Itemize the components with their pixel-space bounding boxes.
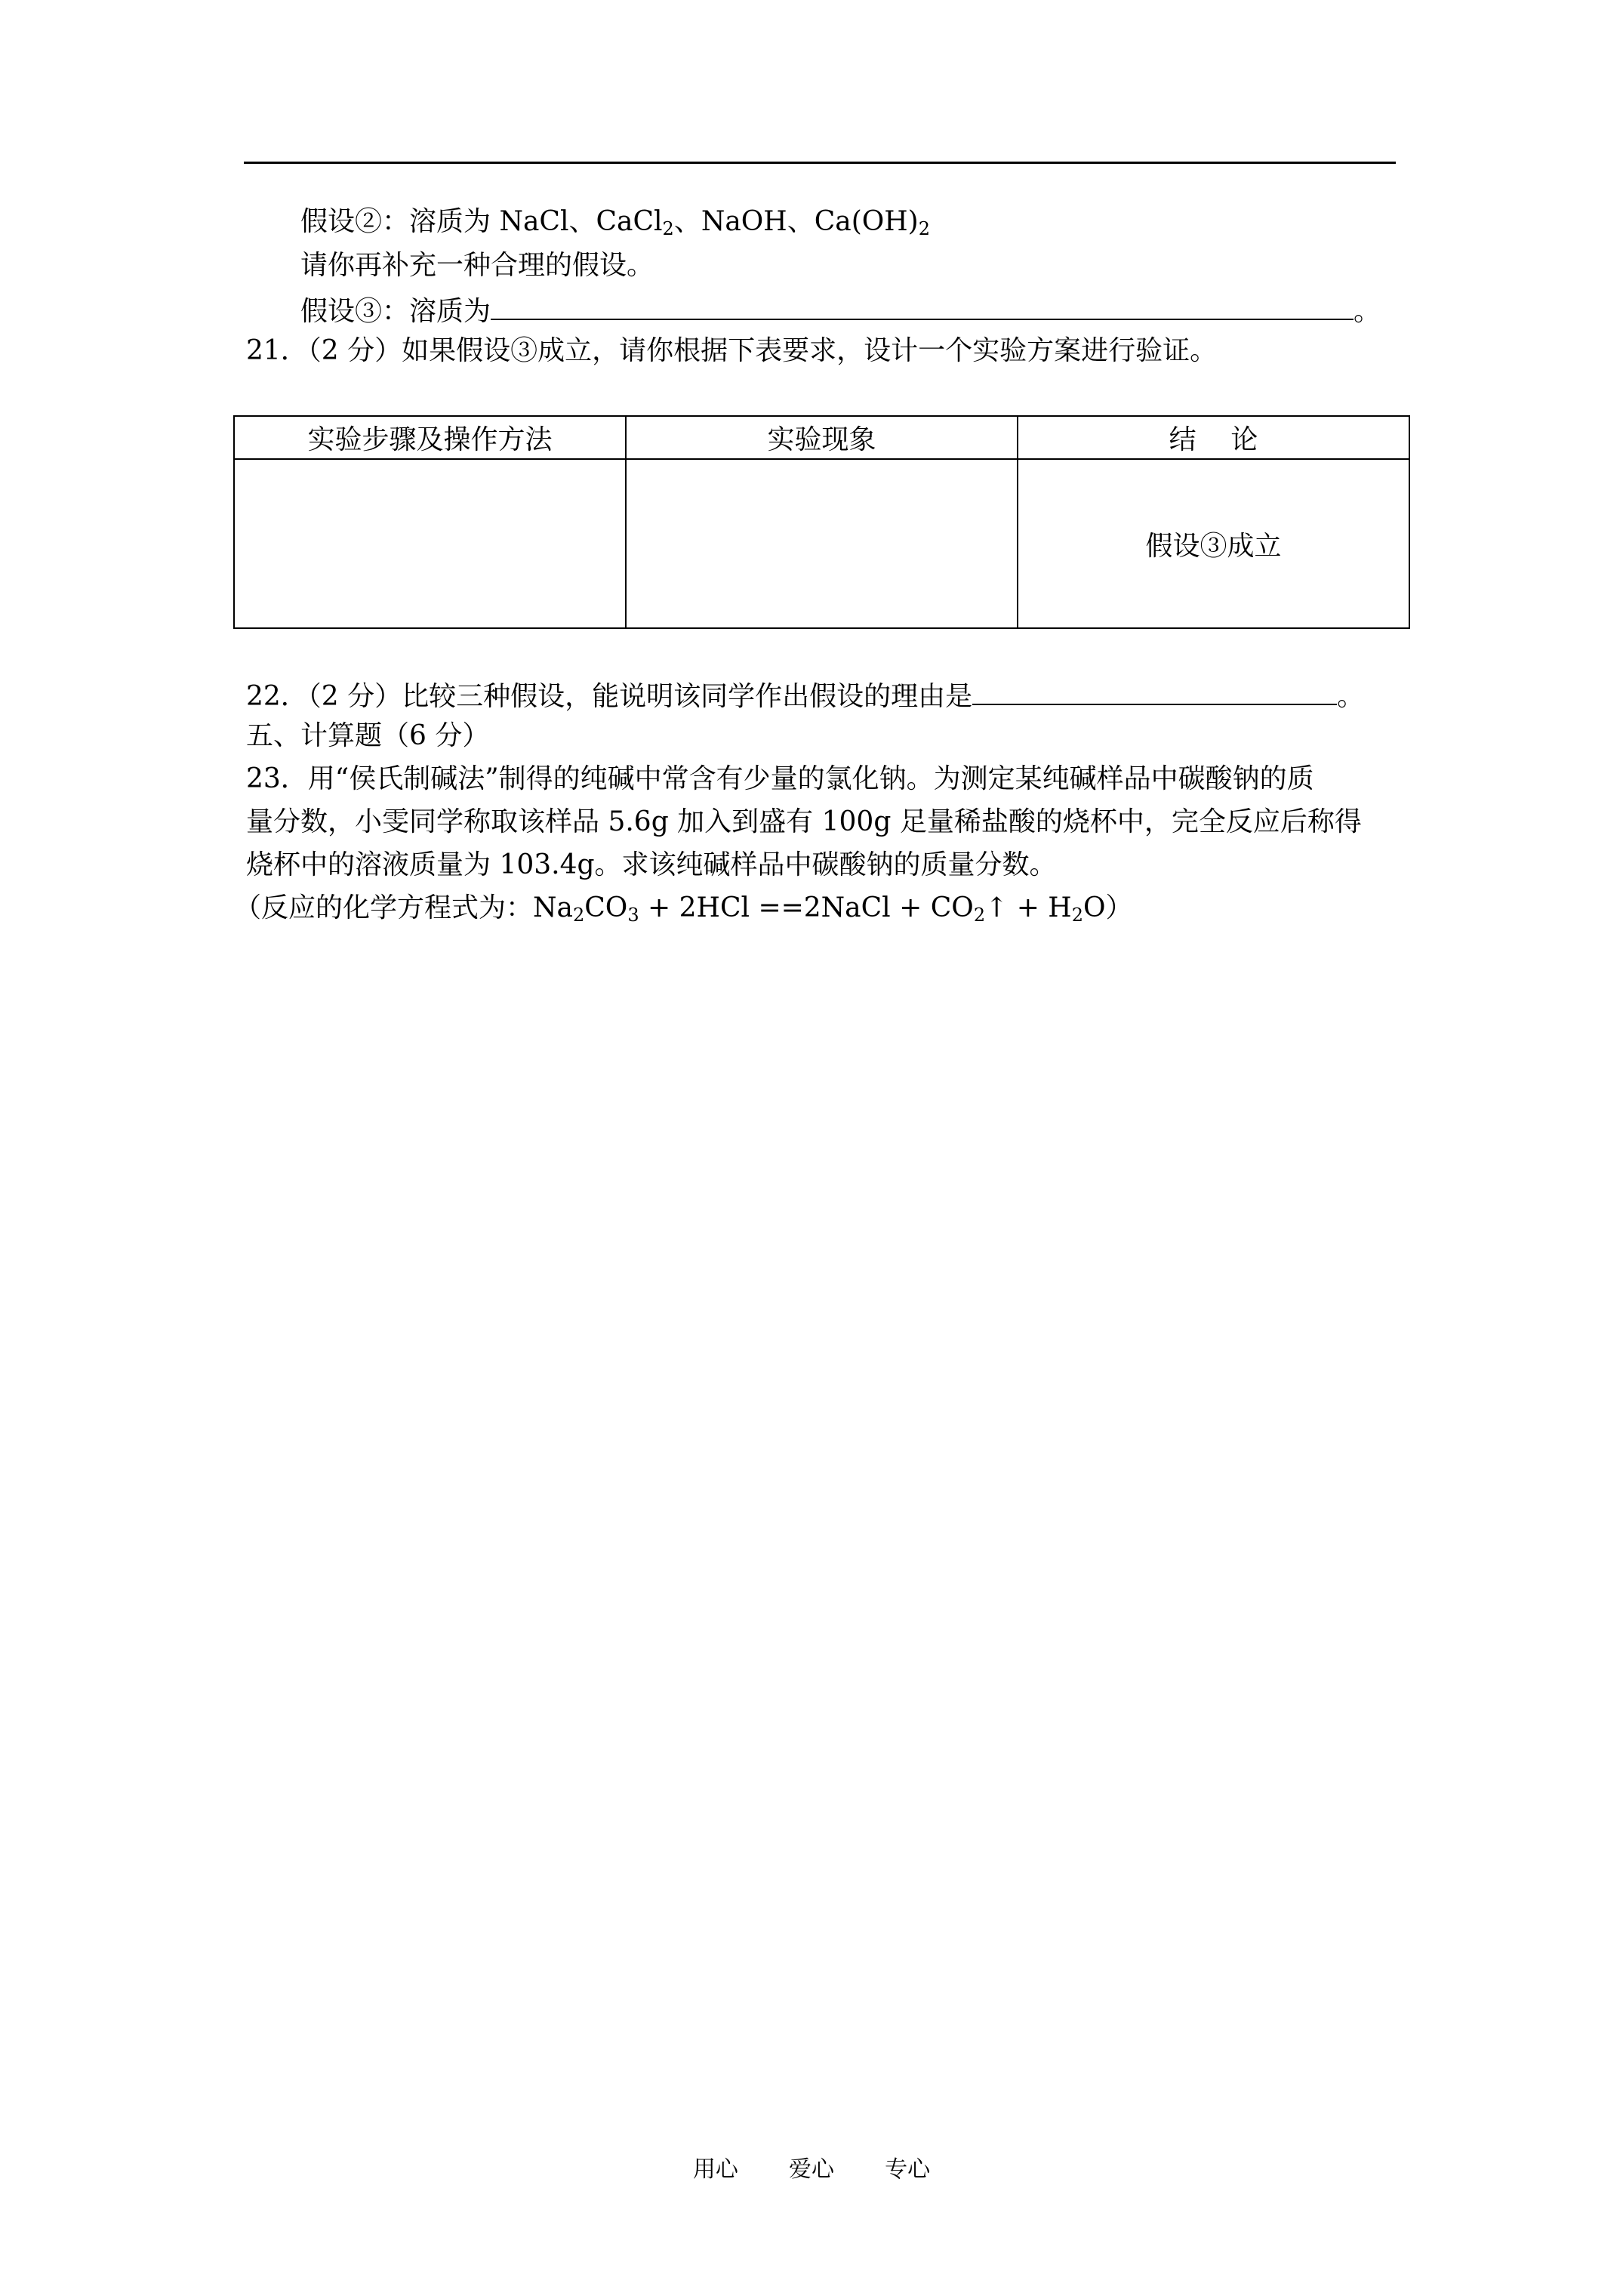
chemical-equation: （反应的化学方程式为：$Na_2CO_3 + 2HCl$ ==2NaCl + $CO_2↑ + H_2O$） [234,892,1133,926]
hypothesis-3-answer-blank[interactable] [491,293,1354,320]
table-row [234,459,1409,628]
question-23-line-2: 量分数，小雯同学称取该样品 5.6g 加入到盛有 100g 足量稀盐酸的烧杯中，完全反应后称得 [246,806,1362,837]
header-conclusion: 结 论 [1018,416,1409,459]
header-rule [244,162,1396,164]
question-23-line-3: 烧杯中的溶液质量为 103.4g。求该纯碱样品中碳酸钠的质量分数。 [246,849,1057,880]
question-21: 21．（2 分）如果假设③成立，请你根据下表要求，设计一个实验方案进行验证。 [246,335,1218,366]
table-header-row [234,416,1409,459]
cell-phenomenon[interactable] [626,459,1018,628]
section-5-title: 五、计算题（6 分） [246,720,490,751]
question-22-answer-blank[interactable] [972,678,1337,705]
hypothesis-2: 假设②：溶质为 NaCl、CaCl$_2$、NaOH、$Ca(OH)_2$ [300,206,930,239]
page-footer: 用心 爱心 专心 [692,2156,931,2183]
header-steps: 实验步骤及操作方法 [234,416,626,459]
experiment-table [233,415,1410,629]
cell-conclusion: 假设③成立 [1018,459,1409,628]
question-23-line-1: 23．用“侯氏制碱法”制得的纯碱中常含有少量的氯化钠。为测定某纯碱样品中碳酸钠的质 [246,763,1314,794]
header-phenomenon: 实验现象 [626,416,1018,459]
cell-steps[interactable] [234,459,626,628]
supplement-prompt: 请你再补充一种合理的假设。 [300,250,654,281]
hypothesis-3: 假设③：溶质为 。 [300,293,1381,328]
question-22: 22．（2 分）比较三种假设，能说明该同学作出假设的理由是 。 [246,678,1364,713]
